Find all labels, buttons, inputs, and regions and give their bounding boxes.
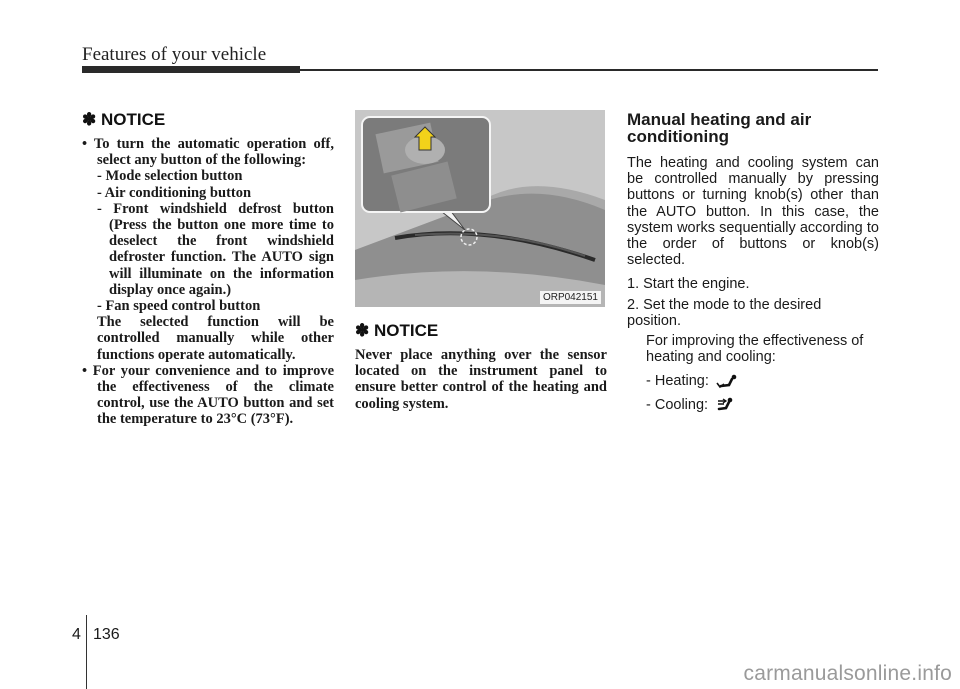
sensor-photo — [355, 110, 605, 307]
face-mode-icon — [714, 396, 738, 414]
floor-mode-icon — [715, 374, 739, 390]
sensor-column — [355, 110, 607, 412]
header-rule-thick — [82, 66, 300, 73]
header-rule-thin — [300, 69, 878, 71]
notice-column-left — [82, 110, 334, 428]
notice-heading: ✽ NOTICE — [82, 110, 166, 129]
notice-heading-sensor: ✽ NOTICE — [355, 321, 439, 340]
heating-mode-line — [627, 373, 879, 389]
manual-body-text: The heating and cooling system can be controlled manually by pressing buttons or turning knob(s) other than the AUTO button. In this case, the system works sequentially according to the order of buttons or knob(s) selected. — [627, 155, 879, 269]
step-start-engine: 1. Start the engine. — [627, 276, 750, 293]
sensor-notice-text: Never place anything over the sensor located on the instrument panel to ensure better control of the heating and cooling system. — [355, 347, 607, 412]
cooling-mode-line — [627, 396, 879, 414]
footer-divider — [86, 615, 87, 689]
notice-bullet-automatic-off: • To turn the automatic operation off, select any button of the following: — [82, 136, 334, 169]
list-item-air-conditioning: - Air conditioning button — [97, 184, 252, 201]
list-item-front-defrost: - Front windshield defrost button (Press the button one more time to deselect the front windshield defroster function. The AUTO sign will illuminate on the information display once again.) — [97, 200, 334, 298]
list-item-mode: - Mode selection button — [97, 168, 243, 185]
list-item-fan-speed: - Fan speed control button — [97, 298, 261, 315]
cooling-label: - Cooling: — [646, 396, 709, 413]
manual-heating-column — [627, 110, 879, 420]
selected-function-text: The selected function will be controlled manually while other functions operate automatically. — [97, 314, 334, 363]
dashboard-sensor-illustration — [355, 110, 605, 307]
heating-label: - Heating: — [646, 373, 709, 390]
section-title: Manual heating and air conditioning — [627, 110, 812, 146]
notice-bullet-convenience: • For your convenience and to improve the effectiveness of the climate control, use the AUTO button and set the temperature to 23°C (73°F). — [82, 362, 334, 428]
page-header-title: Features of your vehicle — [82, 44, 267, 65]
page-number: 136 — [93, 626, 120, 643]
step-set-mode: 2. Set the mode to the desired position. — [627, 296, 822, 329]
chapter-number: 4 — [72, 626, 81, 643]
photo-caption: ORP042151 — [540, 291, 601, 304]
step-mode-detail: For improving the effectiveness of heating and cooling: — [646, 333, 864, 366]
watermark: carmanualsonline.info — [743, 662, 952, 685]
